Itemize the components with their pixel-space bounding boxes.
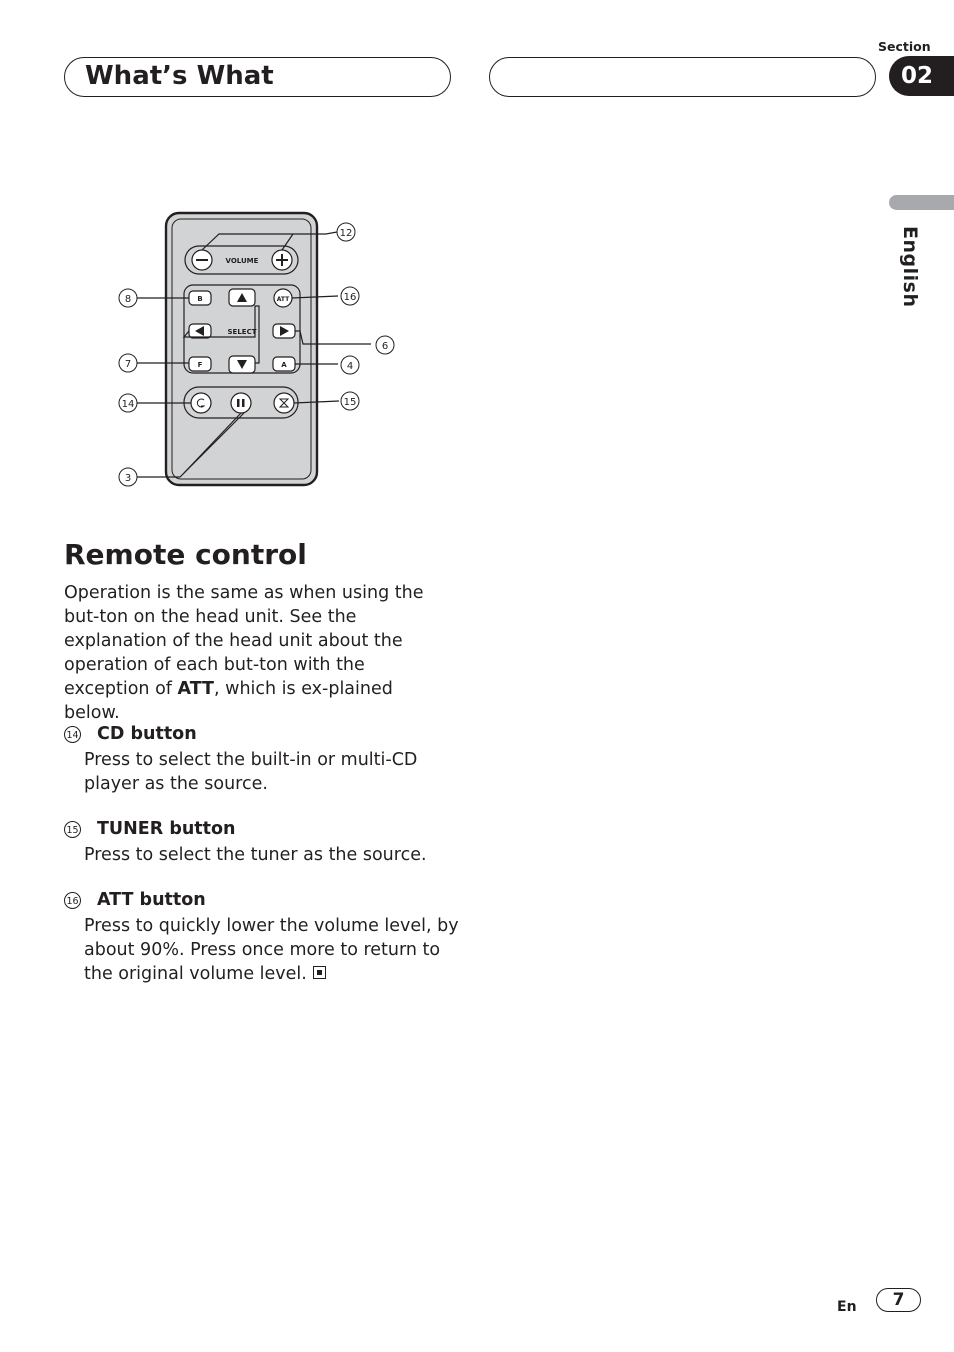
item-number: 16 (64, 892, 81, 909)
intro-text-1: Operation is the same as when using the but-ton on the head unit. See the explanation of the head unit about the operation of each but-ton with the exception of (64, 583, 424, 699)
remote-control-diagram (100, 205, 400, 490)
intro-att-bold: ATT (177, 679, 214, 699)
callout-14-text: 14 (121, 399, 135, 410)
callout-15-text: 15 (343, 397, 357, 408)
end-mark-icon (313, 966, 326, 979)
section-number-badge: 02 (889, 56, 954, 96)
item-number: 14 (64, 726, 81, 743)
item-heading: CD button (97, 724, 197, 744)
callout-8-text: 8 (124, 294, 132, 305)
callout-6-text: 6 (381, 341, 389, 352)
item-description: Press to select the built-in or multi-CD player as the source. (84, 750, 418, 794)
select-label: SELECT (227, 328, 257, 336)
callout-16-text: 16 (343, 292, 357, 303)
item-description: Press to quickly lower the volume level, by about 90%. Press once more to return to the original volume level. (84, 916, 459, 984)
intro-paragraph (64, 581, 454, 725)
callout-4-text: 4 (346, 361, 354, 372)
header-blank-pill (489, 57, 876, 97)
section-heading: Remote control (64, 538, 307, 571)
att-label: ATT (276, 296, 290, 303)
b-label: B (197, 295, 203, 303)
cd-button (191, 393, 211, 413)
page-title: What’s What (85, 61, 274, 91)
language-tab (889, 195, 954, 210)
callout-7-text: 7 (124, 359, 132, 370)
item-heading: ATT button (97, 890, 206, 910)
page-number: 7 (876, 1288, 921, 1312)
item-number: 15 (64, 821, 81, 838)
item-description: Press to select the tuner as the source. (84, 845, 427, 865)
item-heading: TUNER button (97, 819, 236, 839)
volume-label: VOLUME (225, 257, 259, 265)
language-label: English (899, 226, 921, 308)
header-title-pill (64, 57, 451, 97)
a-label: A (281, 361, 287, 369)
item-description-wrap (84, 914, 464, 986)
intro-text-2: , which is ex-plained below. (64, 679, 393, 723)
pause-button (231, 393, 251, 413)
callout-3-text: 3 (124, 473, 132, 484)
footer-lang-code: En (837, 1299, 857, 1315)
section-label: Section (878, 39, 931, 54)
f-label: F (197, 361, 203, 369)
callout-12-text: 12 (339, 228, 353, 239)
